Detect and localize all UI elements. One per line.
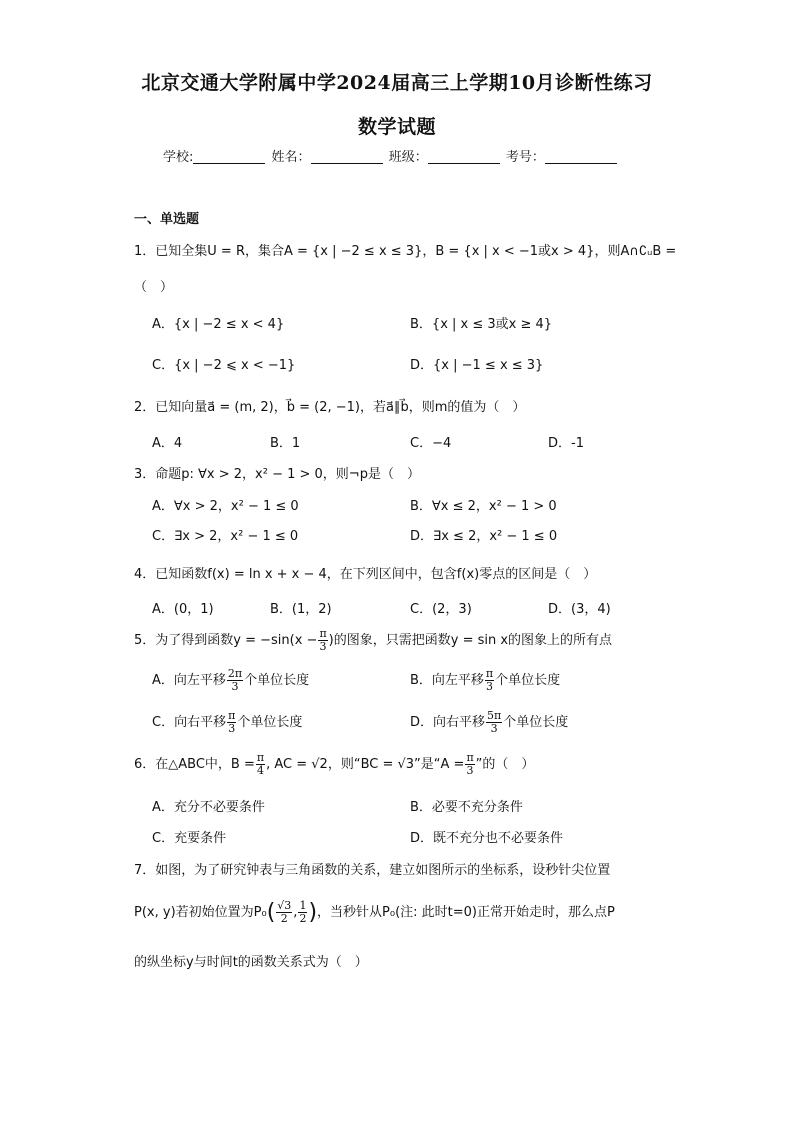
question-1-paren: （ ） <box>134 280 174 295</box>
q1-option-a[interactable]: A．{x | −2 ≤ x < 4} <box>152 317 285 332</box>
student-info-line <box>163 146 619 165</box>
q1-option-d[interactable]: D．{x | −1 ≤ x ≤ 3} <box>410 358 544 373</box>
name-label: 姓名： <box>271 150 311 165</box>
q5-option-b[interactable]: B．向左平移 $\frac{\pi}{3}$ 个单位长度 <box>410 667 561 693</box>
question-7-line-2: P(x, y)若初始位置为P₀( $\frac{√3}{2}$ , $\frac{1}{2}$ )，当秒针从P₀(注: 此时t=0)正常开始走时，那么点P <box>134 899 615 925</box>
q6-option-b[interactable]: B．必要不充分条件 <box>410 800 523 815</box>
q5-fraction-pi-over-3: $\frac{\pi}{3}$ <box>319 627 327 653</box>
q4-option-d[interactable]: D．(3，4) <box>548 602 611 617</box>
question-1-stem: 1．已知全集U = R，集合A = {x | −2 ≤ x ≤ 3}，B = {x | x < −1或x > 4}，则A∩∁ᵤB = <box>134 244 677 259</box>
q3-option-d[interactable]: D．∃x ≤ 2，x² − 1 ≤ 0 <box>410 529 558 544</box>
exam-title: 北京交通大学附属中学2024届高三上学期10月诊断性练习 <box>141 72 653 94</box>
q6-option-a[interactable]: A．充分不必要条件 <box>152 800 265 815</box>
q4-option-c[interactable]: C．(2，3) <box>410 602 472 617</box>
question-6-stem: 6．在△ABC中，B = $\frac{\pi}{4}$ , AC = √2，则“BC = √3”是“A = $\frac{\pi}{3}$ ”的（ ） <box>134 751 535 777</box>
section-heading: 一、单选题 <box>134 212 200 227</box>
q5-option-a[interactable]: A．向左平移 $\frac{2\pi}{3}$ 个单位长度 <box>152 667 310 693</box>
question-3-stem: 3．命题p: ∀x > 2，x² − 1 > 0，则¬p是（ ） <box>134 467 420 482</box>
q2-option-d[interactable]: D．-1 <box>548 436 584 451</box>
question-4-stem: 4．已知函数f(x) = ln x + x − 4，在下列区间中，包含f(x)零点的区间是（ ） <box>134 567 597 582</box>
q4-option-a[interactable]: A．(0，1) <box>152 602 214 617</box>
q4-option-b[interactable]: B．(1，2) <box>270 602 332 617</box>
question-7-line-1: 7．如图，为了研究钟表与三角函数的关系，建立如图所示的坐标系，设秒针尖位置 <box>134 863 611 878</box>
q5-stem-post: )的图象，只需把函数y = sin x的图象上的所有点 <box>328 633 613 648</box>
q2-option-b[interactable]: B．1 <box>270 436 301 451</box>
q5-stem-pre: 5．为了得到函数y = −sin(x − <box>134 633 318 648</box>
question-7-line-3: 的纵坐标y与时间t的函数关系式为（ ） <box>134 955 368 970</box>
exam-no-blank[interactable] <box>545 149 617 164</box>
class-label: 班级： <box>388 150 428 165</box>
school-label: 学校: <box>163 150 194 165</box>
q1-option-b[interactable]: B．{x | x ≤ 3或x ≥ 4} <box>410 317 553 332</box>
q3-option-b[interactable]: B．∀x ≤ 2，x² − 1 > 0 <box>410 499 557 514</box>
q6-option-d[interactable]: D．既不充分也不必要条件 <box>410 831 564 846</box>
q3-option-c[interactable]: C．∃x > 2，x² − 1 ≤ 0 <box>152 529 299 544</box>
school-blank[interactable] <box>193 149 265 164</box>
name-blank[interactable] <box>311 149 383 164</box>
exam-subtitle: 数学试题 <box>357 116 436 138</box>
q5-option-c[interactable]: C．向右平移 $\frac{\pi}{3}$ 个单位长度 <box>152 709 303 735</box>
exam-no-label: 考号： <box>505 150 545 165</box>
class-blank[interactable] <box>428 149 500 164</box>
q6-option-c[interactable]: C．充要条件 <box>152 831 227 846</box>
q1-option-c[interactable]: C．{x | −2 ⩽ x < −1} <box>152 358 296 373</box>
q2-option-c[interactable]: C．−4 <box>410 436 452 451</box>
question-5-stem <box>134 628 612 653</box>
question-2-stem: 2．已知向量a⃗ = (m, 2)，b⃗ = (2, −1)，若a⃗∥b⃗，则m的值为（ ） <box>134 400 526 415</box>
q5-option-d[interactable]: D．向右平移 $\frac{5\pi}{3}$ 个单位长度 <box>410 709 569 735</box>
q2-option-a[interactable]: A．4 <box>152 436 183 451</box>
q3-option-a[interactable]: A．∀x > 2，x² − 1 ≤ 0 <box>152 499 299 514</box>
